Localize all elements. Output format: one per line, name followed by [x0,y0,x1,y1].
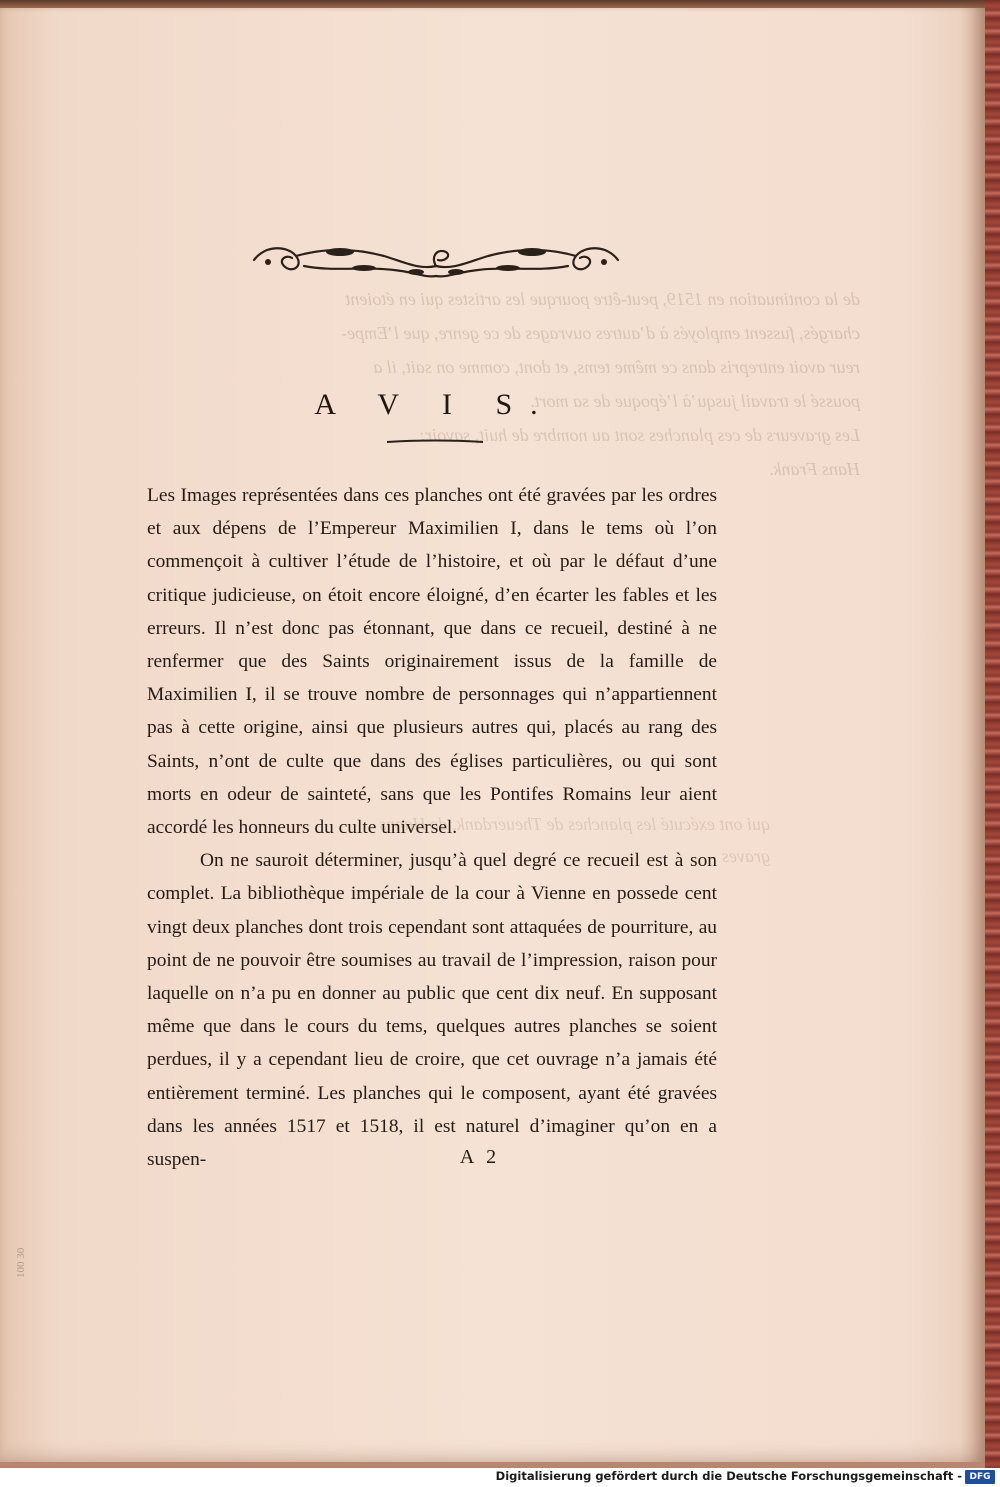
show-through-line: Les graveurs de ces planches sont au nombre de huit, savoir: [419,425,860,445]
page-title: A V I S. [314,388,556,421]
paragraph [147,479,717,844]
book-cover-top-edge [0,0,1000,8]
margin-pencil-note: 100 30 [15,1247,27,1278]
show-through-line: chargés, fussent employés à d’autres ouvrages de ce genre, que l’Empe- [341,323,860,343]
paragraph-text: Les Images représentées dans ces planches ont été gravées par les ordres et aux dépens de l’Empereur Maximilien I, dans le tems où l’on commençoit à cultiver l’étude de l’histoire, et où par le défaut d’une critique judicieuse, on étoit encore éloigné, d’en écarter les fables et les erreurs. Il n’est donc pas étonnant, que dans ce recueil, destiné à ne renfermer que des Saints originairement issus de la famille de Maximilien I, il se trouve nombre de personnages qui n’appartiennent pas à cette origine, ainsi que plusieurs autres qui, placés au rang des Saints, n’ont de culte que dans des églises particulières, ou qui sont morts en odeur de sainteté, sans que les Pontifes Romains leur aient accordé les honneurs du culte universel. [147,485,717,839]
page-edge-shadow [960,0,985,1462]
show-through-line: qui ont exécuté les planches de Theuerdank, de Hanns [379,814,770,834]
show-through-line: reur avoit entrepris dans ce même tems, et dont, comme on sait, il a [373,357,860,377]
book-binding-edge [985,0,1000,1468]
title-underline [385,437,485,447]
show-through-text [140,282,860,486]
dfg-logo-icon: DFG [965,1470,995,1484]
show-through-line: Hans Frank. [769,459,860,479]
paragraph-text: On ne sauroit déterminer, jusqu’à quel degré ce recueil est à son complet. La bibliothèque impériale de la cour à Vienne en possede cent vingt deux planches dont trois cependant sont attaquées de pourriture, au point de ne pouvoir être soumises au travail de l’impression, raison pour laquelle on n’a pu en donner au public que cent dix neuf. En supposant même que dans le cours du tems, quelques autres planches se soient perdues, il y a cependant lieu de croire, que cet ouvrage n’a jamais été entièrement terminé. Les planches qui le composent, ayant été gravées dans les années 1517 et 1518, il est naturel d’imaginer qu’on en a suspen- [147,850,717,1171]
footer-credit: Digitalisierung gefördert durch die Deutsche Forschungsgemeinschaft - [495,1469,962,1483]
show-through-line: de la continuation en 1519, peut-être pourque les artistes qui en étoient [345,289,860,309]
show-through-line: graves [722,846,770,866]
body-text [147,479,717,1176]
ornament-icon [244,236,628,286]
paragraph [147,844,717,1176]
show-through-line: poussé le travail jusqu’à l’époque de sa mort. [530,391,860,411]
signature-mark: A 2 [459,1146,501,1168]
